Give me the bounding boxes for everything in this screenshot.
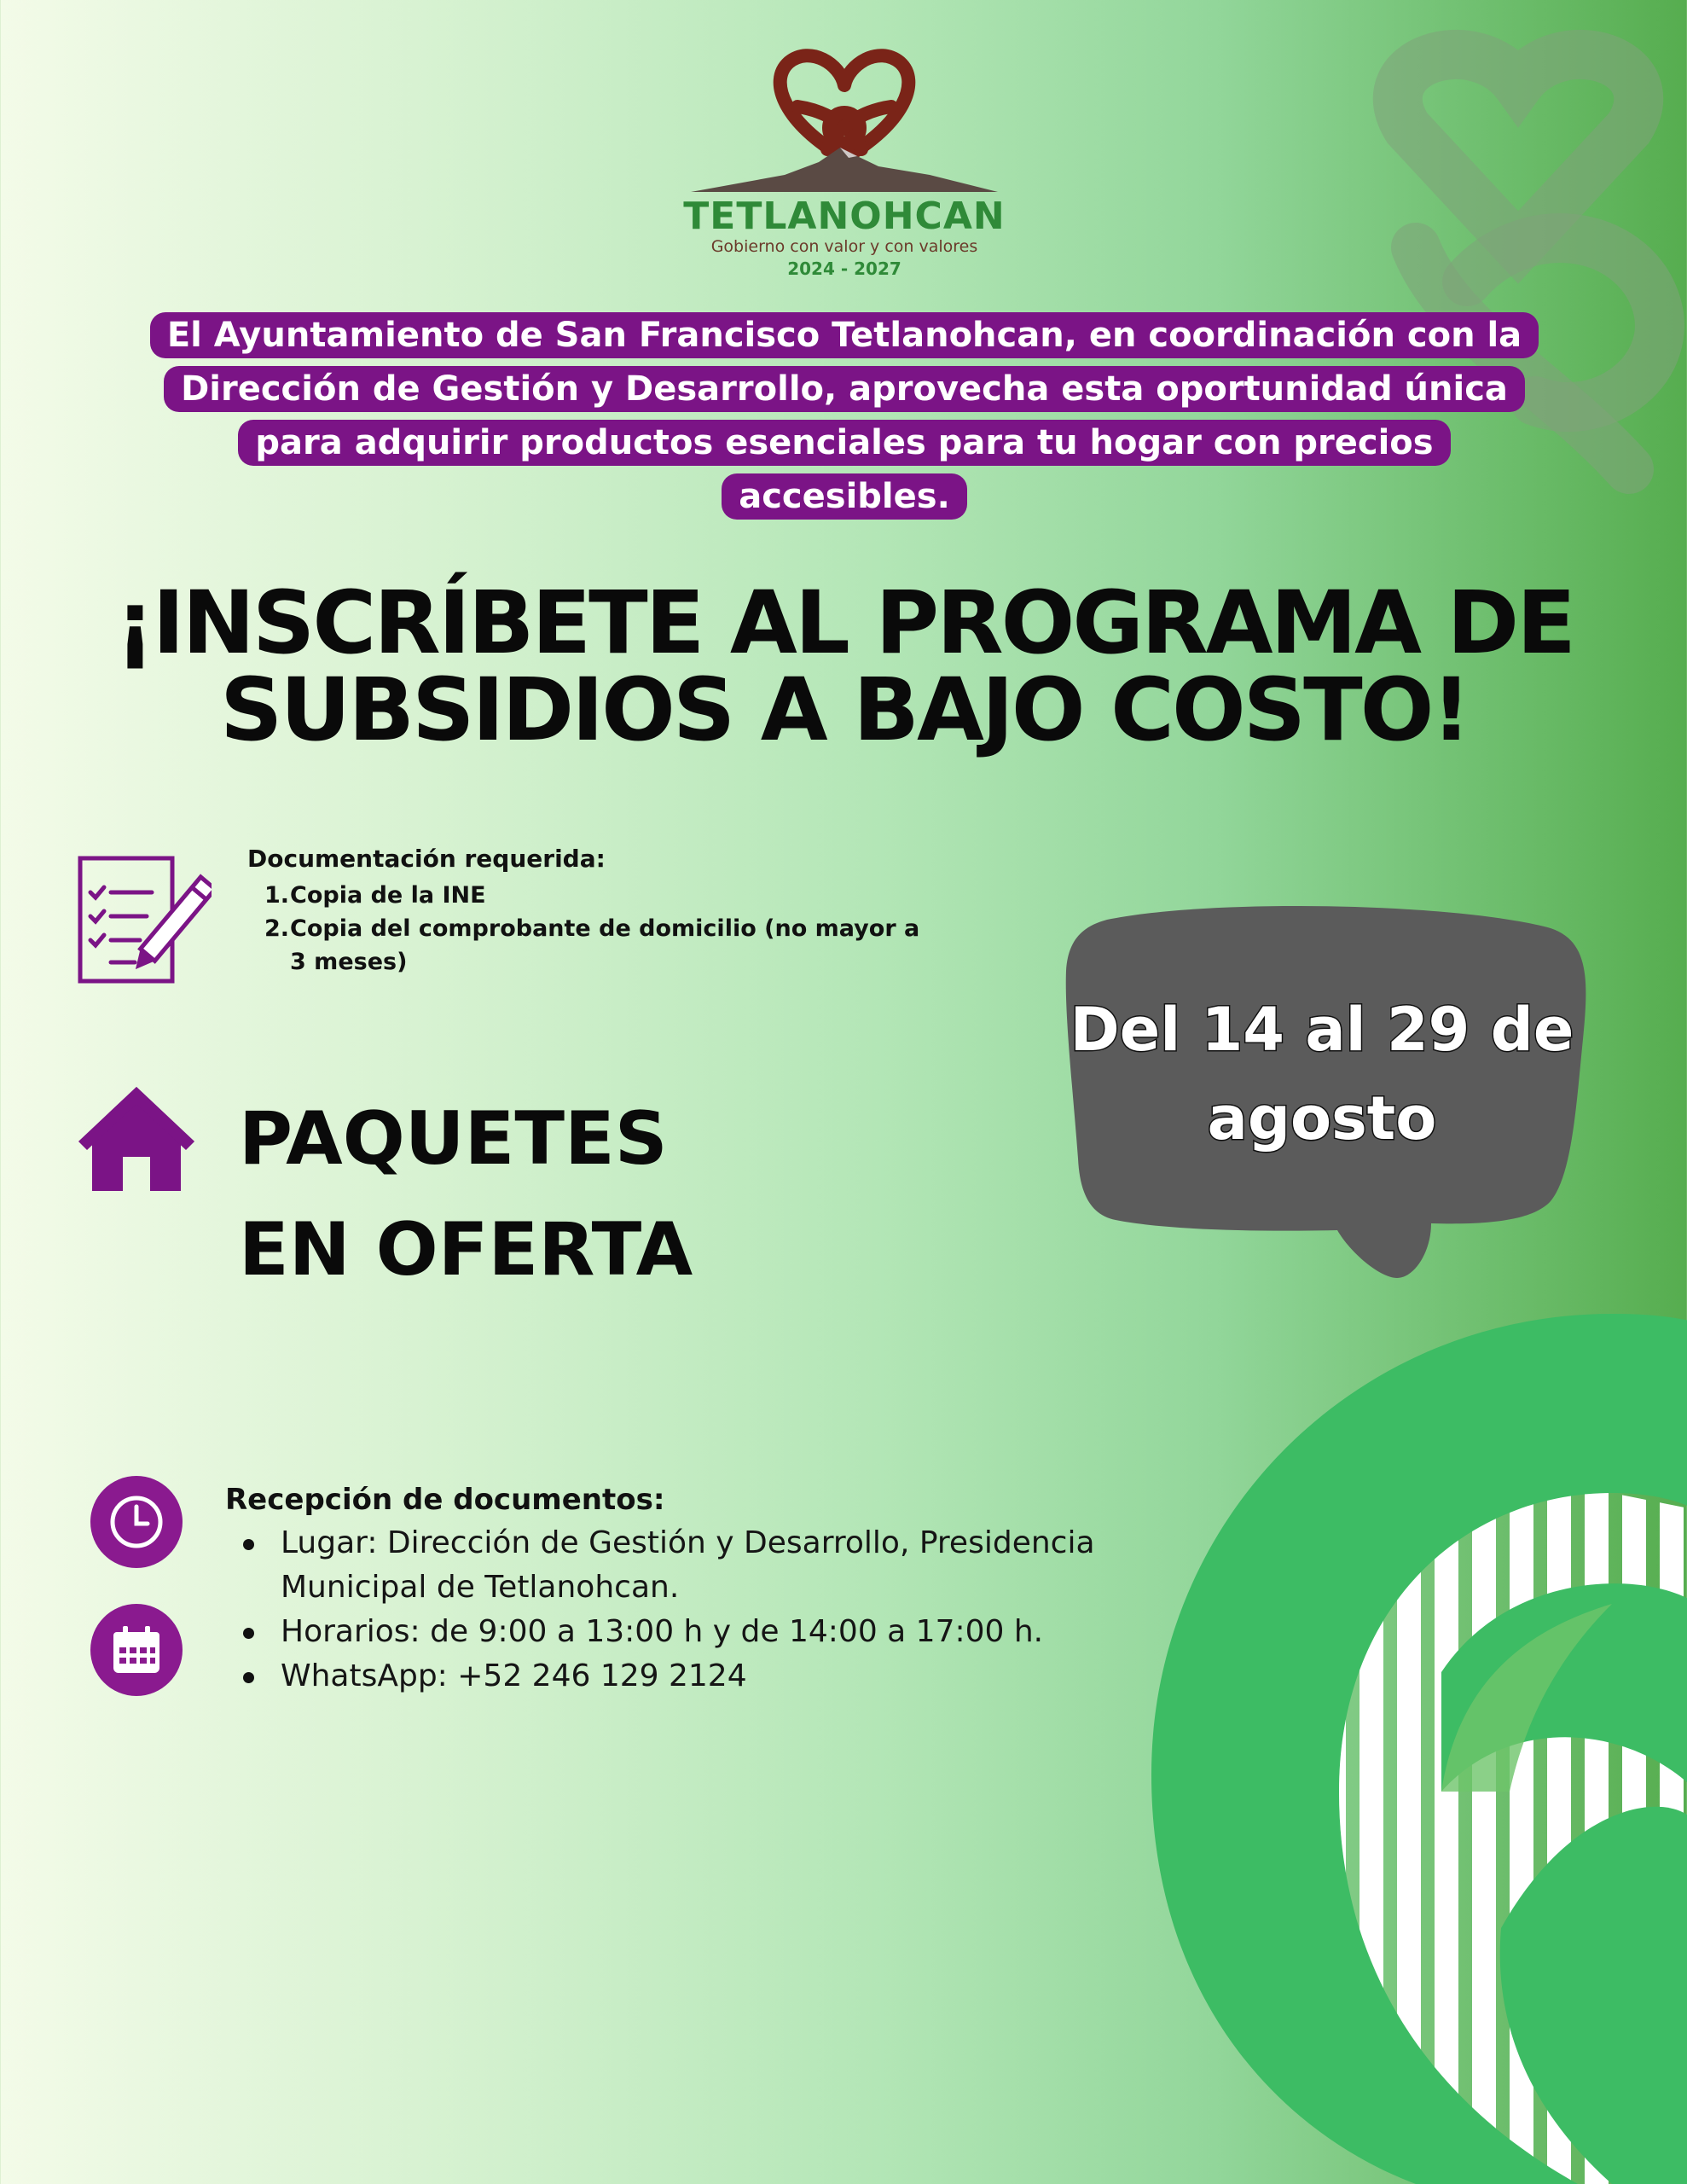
calendar-icon — [90, 1604, 183, 1696]
house-icon — [75, 1082, 198, 1194]
logo-slogan: Gobierno con valor y con valores — [710, 237, 978, 256]
packages-line-2: EN OFERTA — [239, 1207, 693, 1292]
packages-line-1: PAQUETES — [239, 1096, 668, 1182]
decorative-swirl-bottom-right — [1134, 1314, 1687, 2184]
logo-years: 2024 - 2027 — [787, 258, 901, 279]
documents-title: Documentación requerida: — [247, 845, 606, 873]
headline-line-2: SUBSIDIOS A BAJO COSTO! — [220, 659, 1469, 761]
list-text: Copia de la INE — [290, 882, 486, 909]
checklist-pencil-icon — [75, 851, 212, 988]
documents-list — [264, 879, 921, 979]
list-text: Copia del comprobante de domicilio (no mayor a 3 meses) — [290, 915, 920, 975]
list-item: WhatsApp: +52 246 129 2124 — [243, 1654, 1096, 1699]
reception-title: Recepción de documentos: — [225, 1483, 665, 1517]
intro-line: Dirección de Gestión y Desarrollo, aprovecha esta oportunidad única — [164, 366, 1525, 412]
date-line-2: agosto — [1207, 1083, 1437, 1153]
date-range — [1066, 985, 1578, 1163]
date-line-1: Del 14 al 29 de — [1070, 995, 1574, 1065]
list-item: Lugar: Dirección de Gestión y Desarrollo, Presidencia Municipal de Tetlanohcan. — [243, 1521, 1096, 1610]
intro-paragraph — [128, 309, 1561, 524]
logo-name: TETLANOHCAN — [683, 195, 1006, 238]
list-number: 2. — [264, 915, 290, 942]
list-number: 1. — [264, 882, 290, 909]
clock-icon — [90, 1476, 183, 1568]
list-item — [264, 912, 921, 979]
intro-line: El Ayuntamiento de San Francisco Tetlanohcan, en coordinación con la — [150, 312, 1539, 358]
headline — [85, 572, 1603, 761]
tetlanohcan-logo-icon — [682, 47, 1006, 200]
intro-line: accesibles. — [722, 473, 967, 520]
list-item — [264, 879, 921, 912]
reception-list — [243, 1521, 1096, 1699]
intro-line: para adquirir productos esenciales para tu hogar con precios — [238, 420, 1450, 466]
packages-heading — [239, 1083, 693, 1305]
headline-line-1: ¡INSCRÍBETE AL PROGRAMA DE — [115, 572, 1574, 674]
list-item: Horarios: de 9:00 a 13:00 h y de 14:00 a 17:00 h. — [243, 1610, 1096, 1654]
